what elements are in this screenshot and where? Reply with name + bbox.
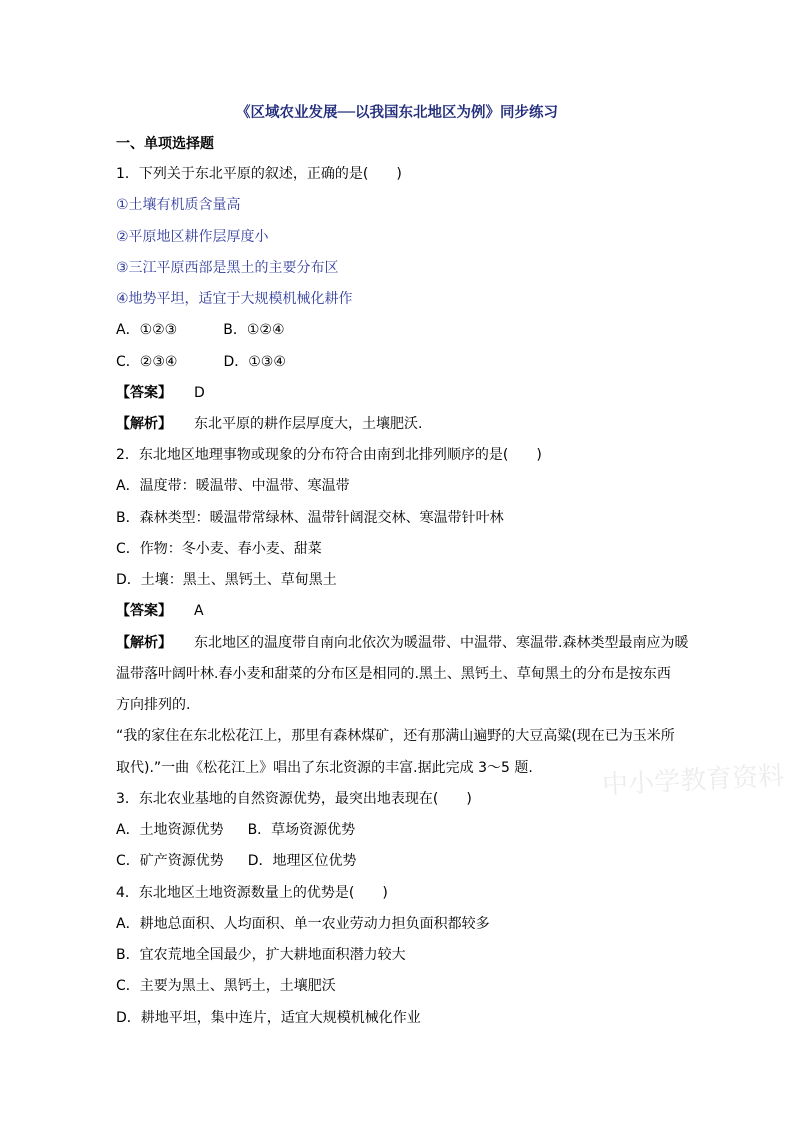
analysis-tag: 【解析】 — [116, 635, 172, 651]
q2-answer — [116, 601, 696, 621]
analysis-text: 东北平原的耕作层厚度大，土壤肥沃. — [194, 416, 423, 432]
q1-statement-1: ①土壤有机质含量高 — [116, 197, 241, 213]
q4-option-a: A．耕地总面积、人均面积、单一农业劳动力担负面积都较多 — [116, 916, 490, 932]
q1-option-a: A．①②③ — [116, 322, 178, 338]
q2-analysis-line-3: 方向排列的. — [116, 697, 191, 713]
passage-line-2: 取代).”一曲《松花江上》唱出了东北资源的丰富.据此完成 3～5 题. — [116, 760, 533, 776]
q1-answer — [116, 383, 696, 403]
q1-statement-2: ②平原地区耕作层厚度小 — [116, 229, 269, 245]
answer-value: A — [194, 603, 204, 619]
answer-tag: 【答案】 — [116, 385, 172, 401]
q2-option-a: A．温度带：暖温带、中温带、寒温带 — [116, 478, 350, 494]
q2-analysis-line-1 — [116, 633, 696, 653]
answer-tag: 【答案】 — [116, 603, 172, 619]
passage-line-1: “我的家住在东北松花江上，那里有森林煤矿，还有那满山遍野的大豆高粱(现在已为玉米所 — [116, 728, 675, 744]
q1-option-d: D．①③④ — [223, 354, 286, 370]
q1-option-c: C．②③④ — [116, 354, 178, 370]
q4-option-d: D．耕地平坦，集中连片，适宜大规模机械化作业 — [116, 1010, 421, 1026]
q1-option-b: B．①②④ — [223, 322, 285, 338]
q2-option-d: D．土壤：黑土、黑钙土、草甸黑土 — [116, 572, 337, 588]
q3-options-row2 — [116, 851, 696, 871]
q3-option-b: B．草场资源优势 — [247, 822, 356, 838]
q2-stem: 2．东北地区地理事物或现象的分布符合由南到北排列顺序的是( ) — [116, 447, 542, 463]
q3-option-a: A．土地资源优势 — [116, 822, 224, 838]
q4-option-b: B．宜农荒地全国最少，扩大耕地面积潜力较大 — [116, 947, 406, 963]
q2-option-c: C．作物：冬小麦、春小麦、甜菜 — [116, 541, 322, 557]
q2-analysis-line-2: 温带落叶阔叶林.春小麦和甜菜的分布区是相同的.黑土、黑钙土、草甸黑土的分布是按东西 — [116, 666, 671, 682]
analysis-text: 东北地区的温度带自南向北依次为暖温带、中温带、寒温带.森林类型最南应为暖 — [194, 635, 689, 651]
watermark: 中小学教育资料 — [601, 761, 785, 801]
doc-title: 《区域农业发展──以我国东北地区为例》同步练习 — [236, 105, 558, 121]
q3-options-row1 — [116, 820, 696, 840]
q4-option-c: C．主要为黑土、黑钙土，土壤肥沃 — [116, 978, 336, 994]
q3-option-d: D．地理区位优势 — [247, 853, 357, 869]
q1-statement-3: ③三江平原西部是黑土的主要分布区 — [116, 260, 339, 276]
q4-stem: 4．东北地区土地资源数量上的优势是( ) — [116, 885, 388, 901]
analysis-tag: 【解析】 — [116, 416, 172, 432]
q2-option-b: B．森林类型：暖温带常绿林、温带针阔混交林、寒温带针叶林 — [116, 510, 504, 526]
q1-analysis — [116, 414, 696, 434]
q1-stem: 1．下列关于东北平原的叙述，正确的是( ) — [116, 166, 402, 182]
q1-statement-4: ④地势平坦，适宜于大规模机械化耕作 — [116, 291, 353, 307]
q1-options-row1 — [116, 320, 696, 340]
q3-option-c: C．矿产资源优势 — [116, 853, 224, 869]
q3-stem: 3．东北农业基地的自然资源优势，最突出地表现在( ) — [116, 791, 472, 807]
answer-value: D — [194, 385, 205, 401]
section-heading: 一、单项选择题 — [116, 136, 214, 152]
q1-options-row2 — [116, 352, 696, 372]
